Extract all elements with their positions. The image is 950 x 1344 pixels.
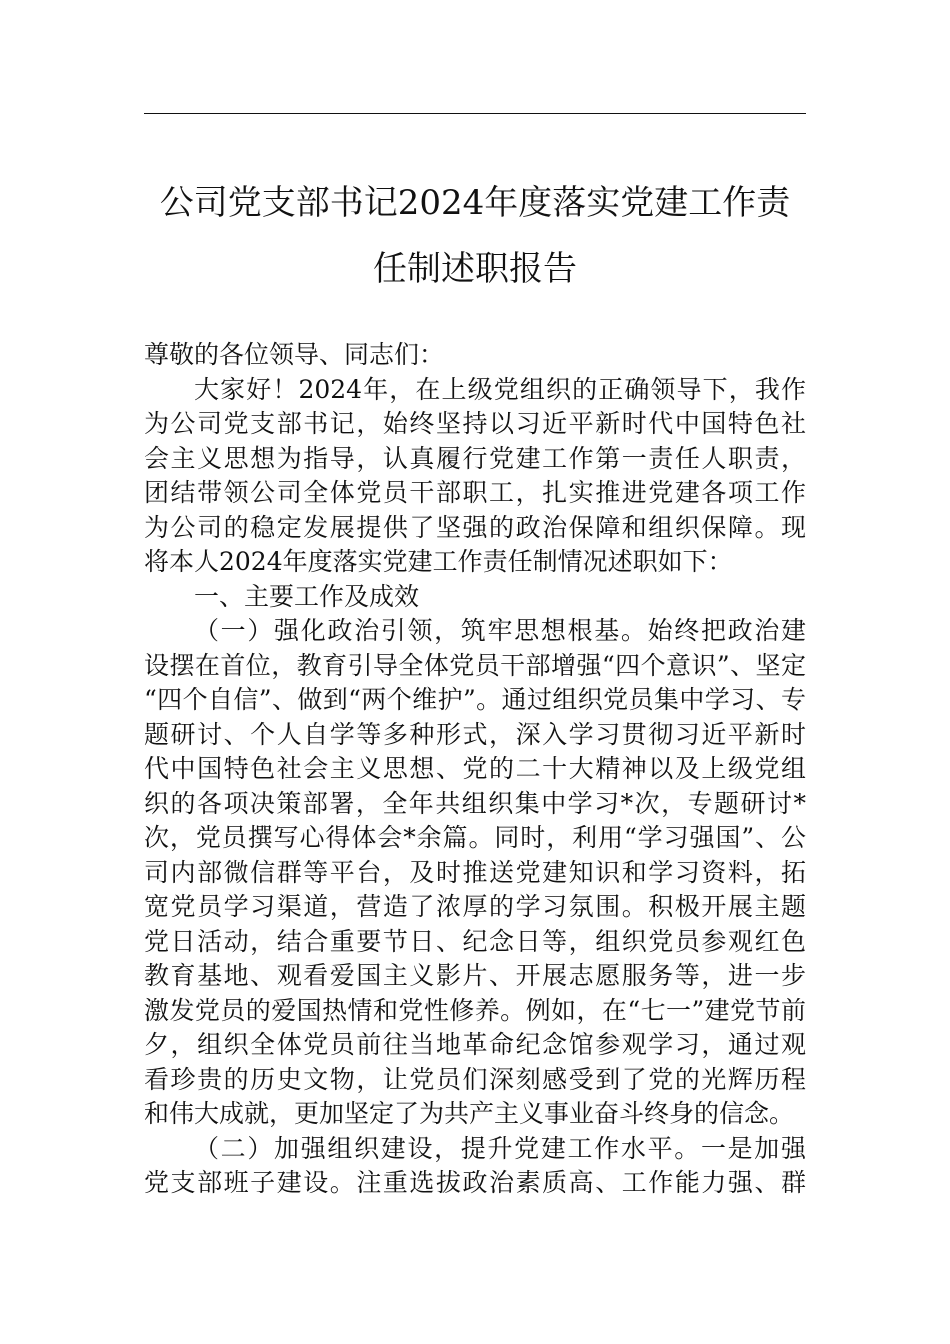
body-line: 团结带领公司全体党员干部职工，扎实推进党建各项工作 <box>144 478 806 507</box>
body-line: 和伟大成就，更加坚定了为共产主义事业奋斗终身的信念。 <box>144 1099 795 1128</box>
body-line: 为公司党支部书记，始终坚持以习近平新时代中国特色社 <box>144 409 806 438</box>
body-line: 为公司的稳定发展提供了坚强的政治保障和组织保障。现 <box>144 512 806 542</box>
body-line: 党支部班子建设。注重选拔政治素质高、工作能力强、群 <box>144 1168 806 1197</box>
salutation: 尊敬的各位领导、同志们： <box>144 340 445 369</box>
body-line: 激发党员的爱国热情和党性修养。例如，在“七一”建党节前 <box>144 995 806 1025</box>
document-body <box>144 338 806 1201</box>
body-line: 司内部微信群等平台，及时推送党建知识和学习资料，拓 <box>144 857 806 887</box>
title-line: 公司党支部书记2024年度落实党建工作责 <box>159 183 791 223</box>
body-line: 夕，组织全体党员前往当地革命纪念馆参观学习，通过观 <box>144 1030 806 1059</box>
document-title <box>130 170 820 302</box>
body-line: 党日活动，结合重要节日、纪念日等，组织党员参观红色 <box>144 926 806 956</box>
body-line: 题研讨、个人自学等多种形式，深入学习贯彻习近平新时 <box>144 719 806 749</box>
body-line: 次，党员撰写心得体会*余篇。同时，利用“学习强国”、公 <box>144 823 806 852</box>
title-line: 任制述职报告 <box>373 249 577 289</box>
body-line: 将本人2024年度落实党建工作责任制情况述职如下： <box>144 547 733 576</box>
body-line: 织的各项决策部署，全年共组织集中学习*次，专题研讨* <box>144 788 806 818</box>
body-line: 代中国特色社会主义思想、党的二十大精神以及上级党组 <box>144 754 806 783</box>
body-line: 看珍贵的历史文物，让党员们深刻感受到了党的光辉历程 <box>144 1064 806 1094</box>
body-line: （一）强化政治引领，筑牢思想根基。始终把政治建 <box>194 616 806 645</box>
body-line: 宽党员学习渠道，营造了浓厚的学习氛围。积极开展主题 <box>144 892 806 921</box>
body-line: （二）加强组织建设，提升党建工作水平。一是加强 <box>194 1133 806 1163</box>
body-line: “四个自信”、做到“两个维护”。通过组织党员集中学习、专 <box>144 685 806 714</box>
body-line: 教育基地、观看爱国主义影片、开展志愿服务等，进一步 <box>144 961 806 990</box>
body-line: 大家好！2024年，在上级党组织的正确领导下，我作 <box>194 374 806 404</box>
header-rule <box>144 113 806 114</box>
section-heading: 一、主要工作及成效 <box>194 581 420 611</box>
body-line: 设摆在首位，教育引导全体党员干部增强“四个意识”、坚定 <box>144 650 806 680</box>
body-line: 会主义思想为指导，认真履行党建工作第一责任人职责， <box>144 443 806 473</box>
